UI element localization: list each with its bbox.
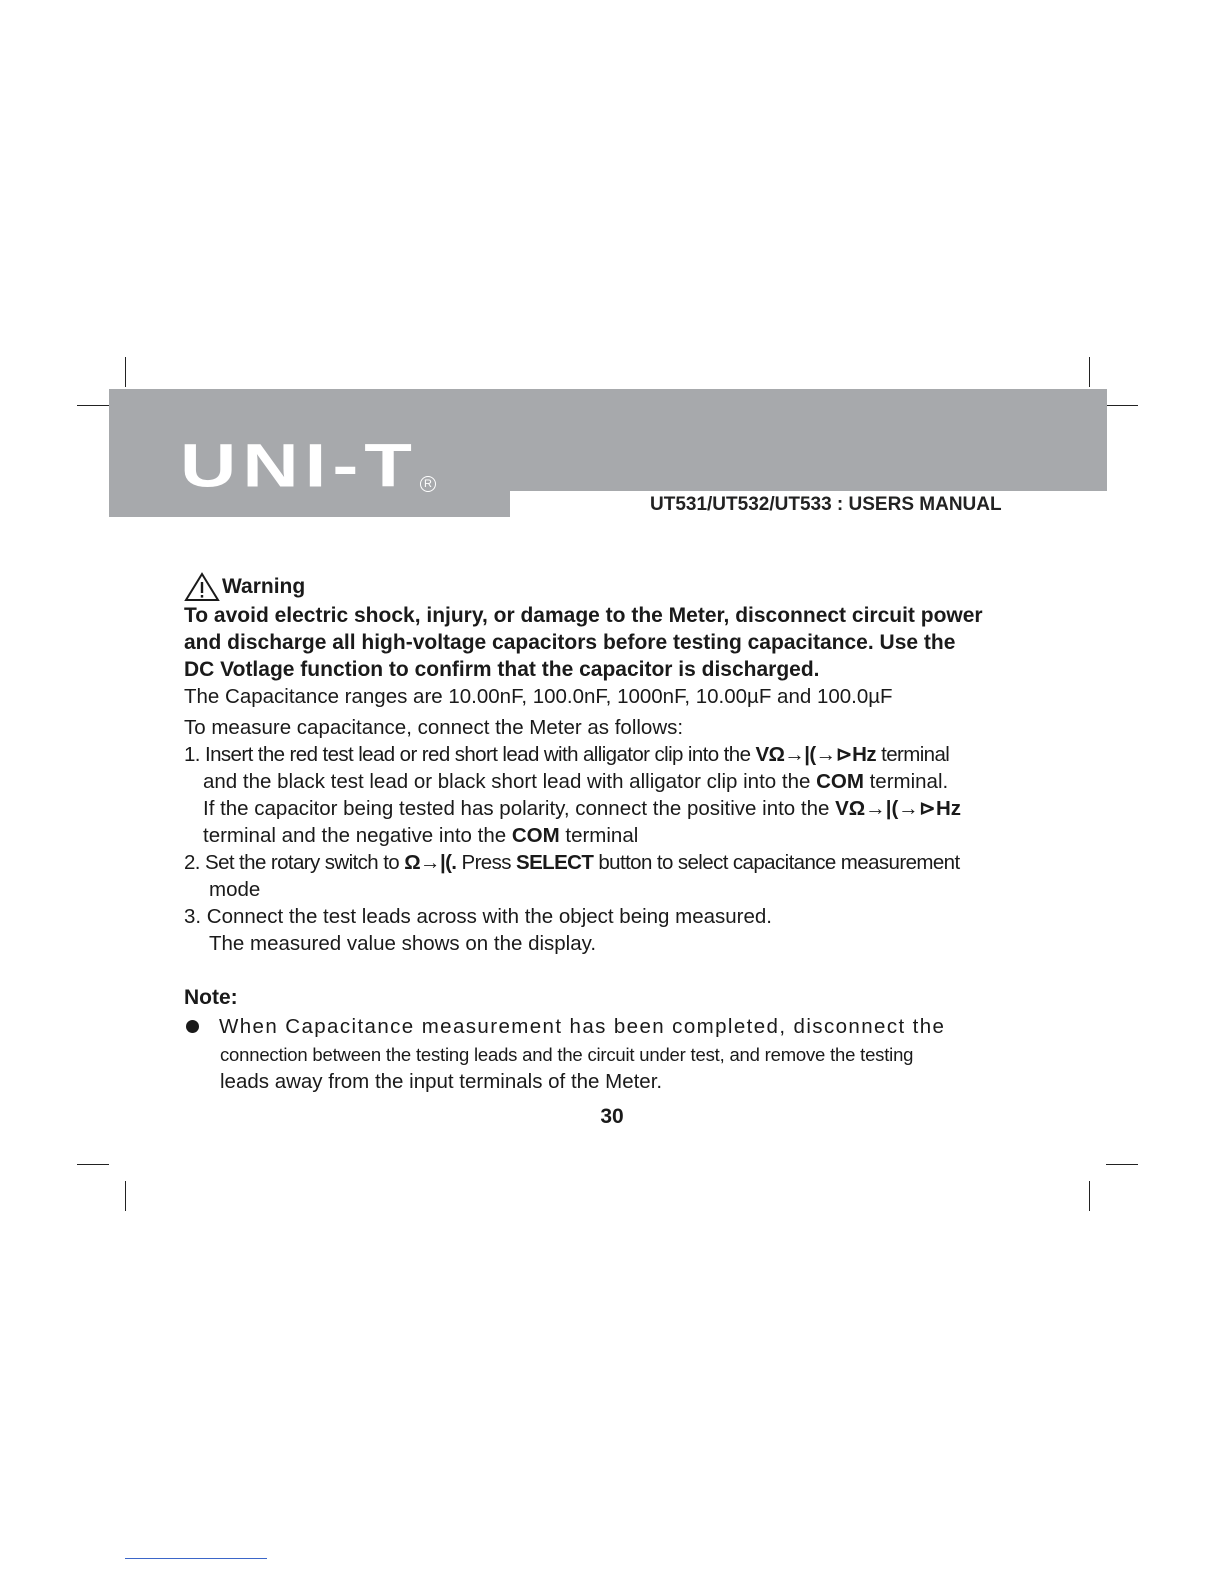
- crop-mark: [125, 357, 126, 387]
- step-text: terminal: [559, 824, 639, 847]
- step-text: button to select capacitance measurement: [593, 851, 960, 874]
- logo-text: UNI-T: [180, 431, 418, 500]
- step-text: terminal.: [863, 770, 949, 793]
- terminal-symbol: VΩ→|(→⊳Hz: [755, 743, 876, 766]
- step-3-line: The measured value shows on the display.: [209, 932, 597, 955]
- step-2-line: [184, 849, 1044, 876]
- crop-mark: [1089, 357, 1090, 387]
- note-line: connection between the testing leads and the circuit under test, and remove the testing: [220, 1044, 914, 1065]
- crop-mark: [1106, 405, 1138, 406]
- crop-mark: [1106, 1164, 1138, 1165]
- registered-mark-icon: R: [420, 476, 436, 492]
- com-terminal: COM: [816, 770, 864, 793]
- step-text: and the black test lead or black short lead with alligator clip into the: [203, 770, 817, 793]
- crop-mark: [125, 1181, 126, 1211]
- warning-line: and discharge all high-voltage capacitors before testing capacitance. Use the: [184, 631, 956, 654]
- note-line: leads away from the input terminals of the Meter.: [220, 1070, 663, 1093]
- step-text: 1. Insert the red test lead or red short lead with alligator clip into the: [184, 743, 756, 766]
- step-text: 2. Set the rotary switch to: [184, 851, 405, 874]
- terminal-symbol: VΩ→|(→⊳Hz: [835, 797, 961, 820]
- note-title: Note:: [184, 986, 238, 1009]
- capacitance-ranges: The Capacitance ranges are 10.00nF, 100.0nF, 1000nF, 10.00µF and 100.0µF: [184, 685, 893, 708]
- warning-label: Warning: [222, 575, 306, 598]
- step-1-line: [184, 768, 1044, 795]
- rotary-symbol: Ω→|(.: [404, 851, 457, 874]
- select-button-label: SELECT: [516, 851, 594, 874]
- step-text: If the capacitor being tested has polarity, connect the positive into the: [203, 797, 836, 820]
- brand-logo: [180, 416, 436, 500]
- step-1-line: [184, 795, 1044, 822]
- step-text: terminal: [876, 743, 950, 766]
- warning-triangle-icon: [184, 572, 220, 602]
- step-text: terminal and the negative into the: [203, 824, 512, 847]
- step-text: Press: [456, 851, 516, 874]
- step-1-line: [184, 822, 1044, 849]
- crop-mark: [77, 1164, 109, 1165]
- crop-mark: [1089, 1181, 1090, 1211]
- step-1-line: [184, 741, 1044, 768]
- page-content: [184, 568, 1044, 1095]
- warning-heading: [184, 568, 1044, 602]
- note-line: When Capacitance measurement has been completed, disconnect the: [219, 1015, 946, 1038]
- manual-title: UT531/UT532/UT533 : USERS MANUAL: [650, 494, 1002, 515]
- step-2-line: mode: [209, 878, 261, 901]
- crop-mark: [77, 405, 109, 406]
- page-number: 30: [600, 1105, 624, 1128]
- step-3-line: 3. Connect the test leads across with the object being measured.: [184, 905, 773, 928]
- com-terminal: COM: [511, 824, 560, 847]
- warning-line: DC Votlage function to confirm that the capacitor is discharged.: [184, 658, 820, 681]
- note-item: [184, 1012, 1044, 1041]
- warning-line: To avoid electric shock, injury, or damage to the Meter, disconnect circuit power: [184, 604, 983, 627]
- bullet-icon: [186, 1020, 199, 1033]
- footer-underline: [125, 1558, 267, 1559]
- intro-text: To measure capacitance, connect the Meter as follows:: [184, 716, 684, 739]
